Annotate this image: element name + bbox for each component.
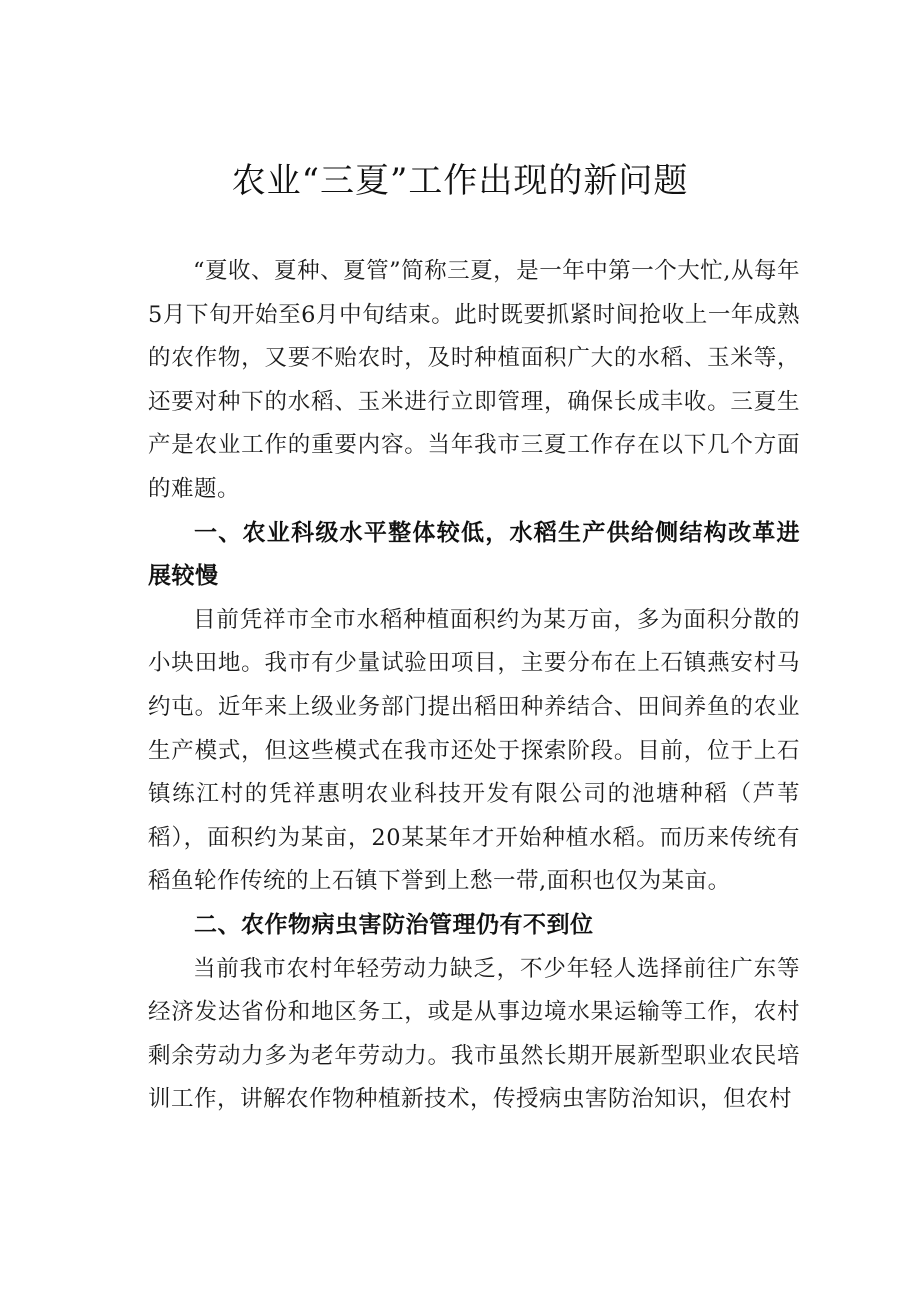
document-title: 农业“三夏”工作出现的新问题 <box>231 161 689 201</box>
section-1-heading: 一、农业科级水平整体较低，水稻生产供给侧结构改革进展较慢 <box>148 519 800 590</box>
section-1-paragraph: 目前凭祥市全市水稻种植面积约为某万亩，多为面积分散的小块田地。我市有少量试验田项目，主要分布在上石镇燕安村马约屯。近年来上级业务部门提出稻田种养结合、田间养鱼的农业生产模式，但这些模式在我市还处于探索阶段。目前，位于上石镇练江村的凭祥惠明农业科技开发有限公司的池塘种稻（芦苇稻），面积约为某亩，20某某年才开始种植水稻。而历来传统有稻鱼轮作传统的上石镇下誉到上愁一带,面积也仅为某亩。 <box>148 606 800 895</box>
intro-paragraph: “夏收、夏种、夏管”简称三夏，是一年中第一个大忙,从每年5月下旬开始至6月中旬结束。此时既要抓紧时间抢收上一年成熟的农作物，又要不贻农时，及时种植面积广大的水稻、玉米等，还要对种下的水稻、玉米进行立即管理，确保长成丰收。三夏生产是农业工作的重要内容。当年我市三夏工作存在以下几个方面的难题。 <box>148 258 800 502</box>
section-2-paragraph: 当前我市农村年轻劳动力缺乏，不少年轻人选择前往广东等经济发达省份和地区务工，或是从事边境水果运输等工作，农村剩余劳动力多为老年劳动力。我市虽然长期开展新型职业农民培训工作，讲解农作物种植新技术，传授病虫害防治知识，但农村 <box>148 955 800 1113</box>
section-2-heading: 二、农作物病虫害防治管理仍有不到位 <box>194 911 594 938</box>
document-body <box>148 250 800 1122</box>
